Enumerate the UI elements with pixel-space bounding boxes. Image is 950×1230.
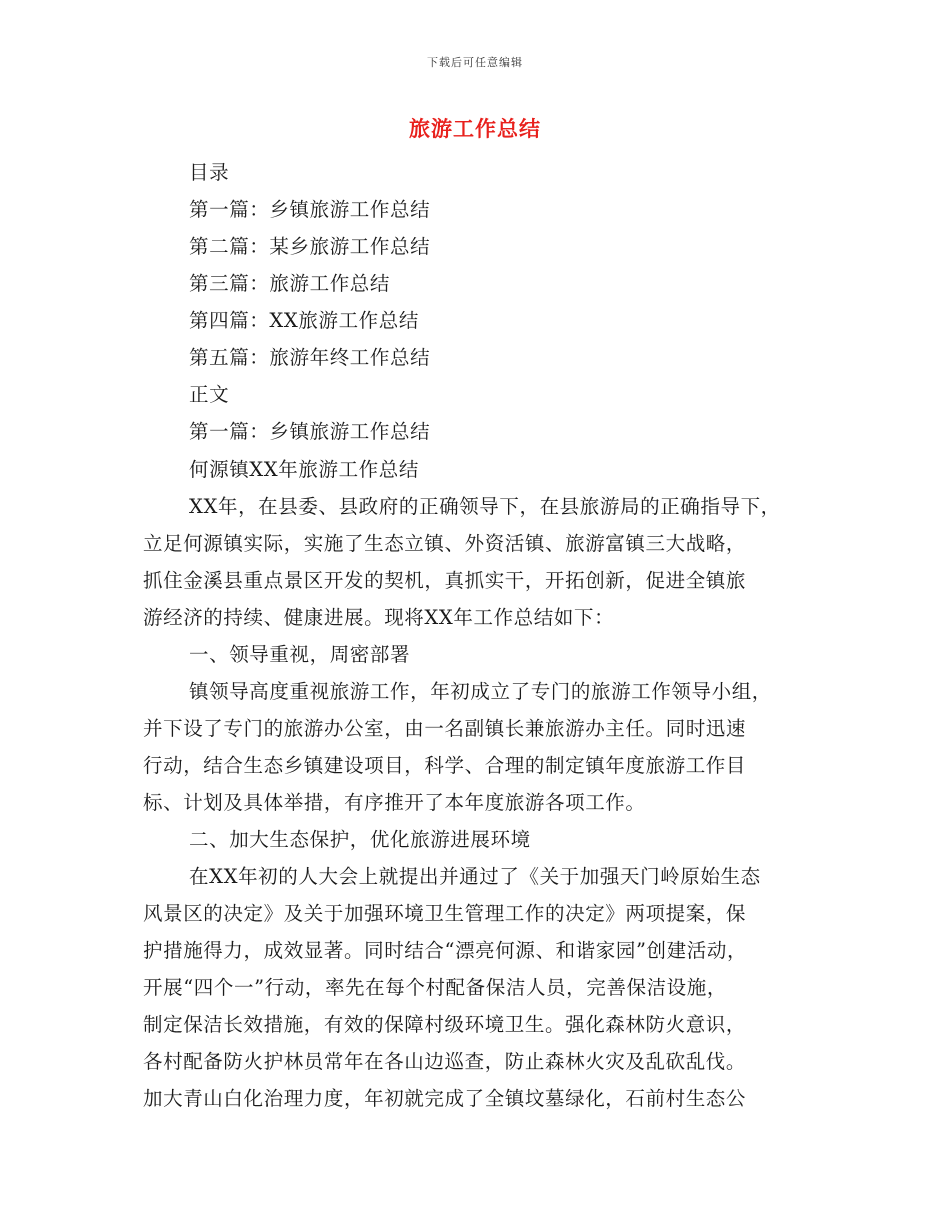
toc-item-2: 第二篇：某乡旅游工作总结	[189, 235, 431, 258]
part-title: 第一篇：乡镇旅游工作总结	[189, 420, 431, 443]
paragraph-1-line-1: XX年，在县委、县政府的正确领导下，在县旅游局的正确指导下，	[189, 495, 781, 518]
paragraph-2-line-4: 标、计划及具体举措，有序推开了本年度旅游各项工作。	[143, 791, 646, 814]
paragraph-2-line-3: 行动，结合生态乡镇建设项目，科学、合理的制定镇年度旅游工作目	[143, 754, 747, 777]
paragraph-2-line-1: 镇领导高度重视旅游工作，年初成立了专门的旅游工作领导小组，	[189, 680, 772, 703]
body-heading: 正文	[189, 383, 230, 406]
toc-item-1: 第一篇：乡镇旅游工作总结	[189, 198, 431, 221]
page-header-note: 下载后可任意编辑	[427, 56, 523, 69]
toc-item-5: 第五篇：旅游年终工作总结	[189, 346, 431, 369]
toc-item-3: 第三篇：旅游工作总结	[189, 272, 391, 295]
toc-heading: 目录	[189, 161, 230, 184]
document-title: 旅游工作总结	[409, 117, 541, 141]
paragraph-3-line-7: 加大青山白化治理力度，年初就完成了全镇坟墓绿化，石前村生态公	[143, 1087, 747, 1110]
paragraph-2-line-2: 并下设了专门的旅游办公室，由一名副镇长兼旅游办主任。同时迅速	[143, 717, 747, 740]
paragraph-3-line-2: 风景区的决定》及关于加强环境卫生管理工作的决定》两项提案，保	[143, 902, 747, 925]
article-title: 何源镇XX年旅游工作总结	[189, 458, 419, 481]
paragraph-1-line-4: 游经济的持续、健康进展。现将XX年工作总结如下：	[143, 606, 615, 629]
paragraph-3-line-3: 护措施得力，成效显著。同时结合“漂亮何源、和谐家园”创建活动，	[143, 939, 748, 962]
section-2-heading: 二、加大生态保护，优化旅游进展环境	[189, 828, 531, 851]
paragraph-3-line-4: 开展“四个一”行动，率先在每个村配备保洁人员，完善保洁设施，	[143, 976, 727, 999]
paragraph-3-line-5: 制定保洁长效措施，有效的保障村级环境卫生。强化森林防火意识，	[143, 1013, 747, 1036]
paragraph-1-line-2: 立足何源镇实际，实施了生态立镇、外资活镇、旅游富镇三大战略，	[143, 532, 747, 555]
paragraph-1-line-3: 抓住金溪县重点景区开发的契机，真抓实干，开拓创新，促进全镇旅	[143, 569, 747, 592]
paragraph-3-line-1: 在XX年初的人大会上就提出并通过了《关于加强天门岭原始生态	[189, 865, 761, 888]
section-1-heading: 一、领导重视，周密部署	[189, 643, 411, 666]
toc-item-4: 第四篇：XX旅游工作总结	[189, 309, 419, 332]
paragraph-3-line-6: 各村配备防火护林员常年在各山边巡查，防止森林火灾及乱砍乱伐。	[143, 1050, 747, 1073]
